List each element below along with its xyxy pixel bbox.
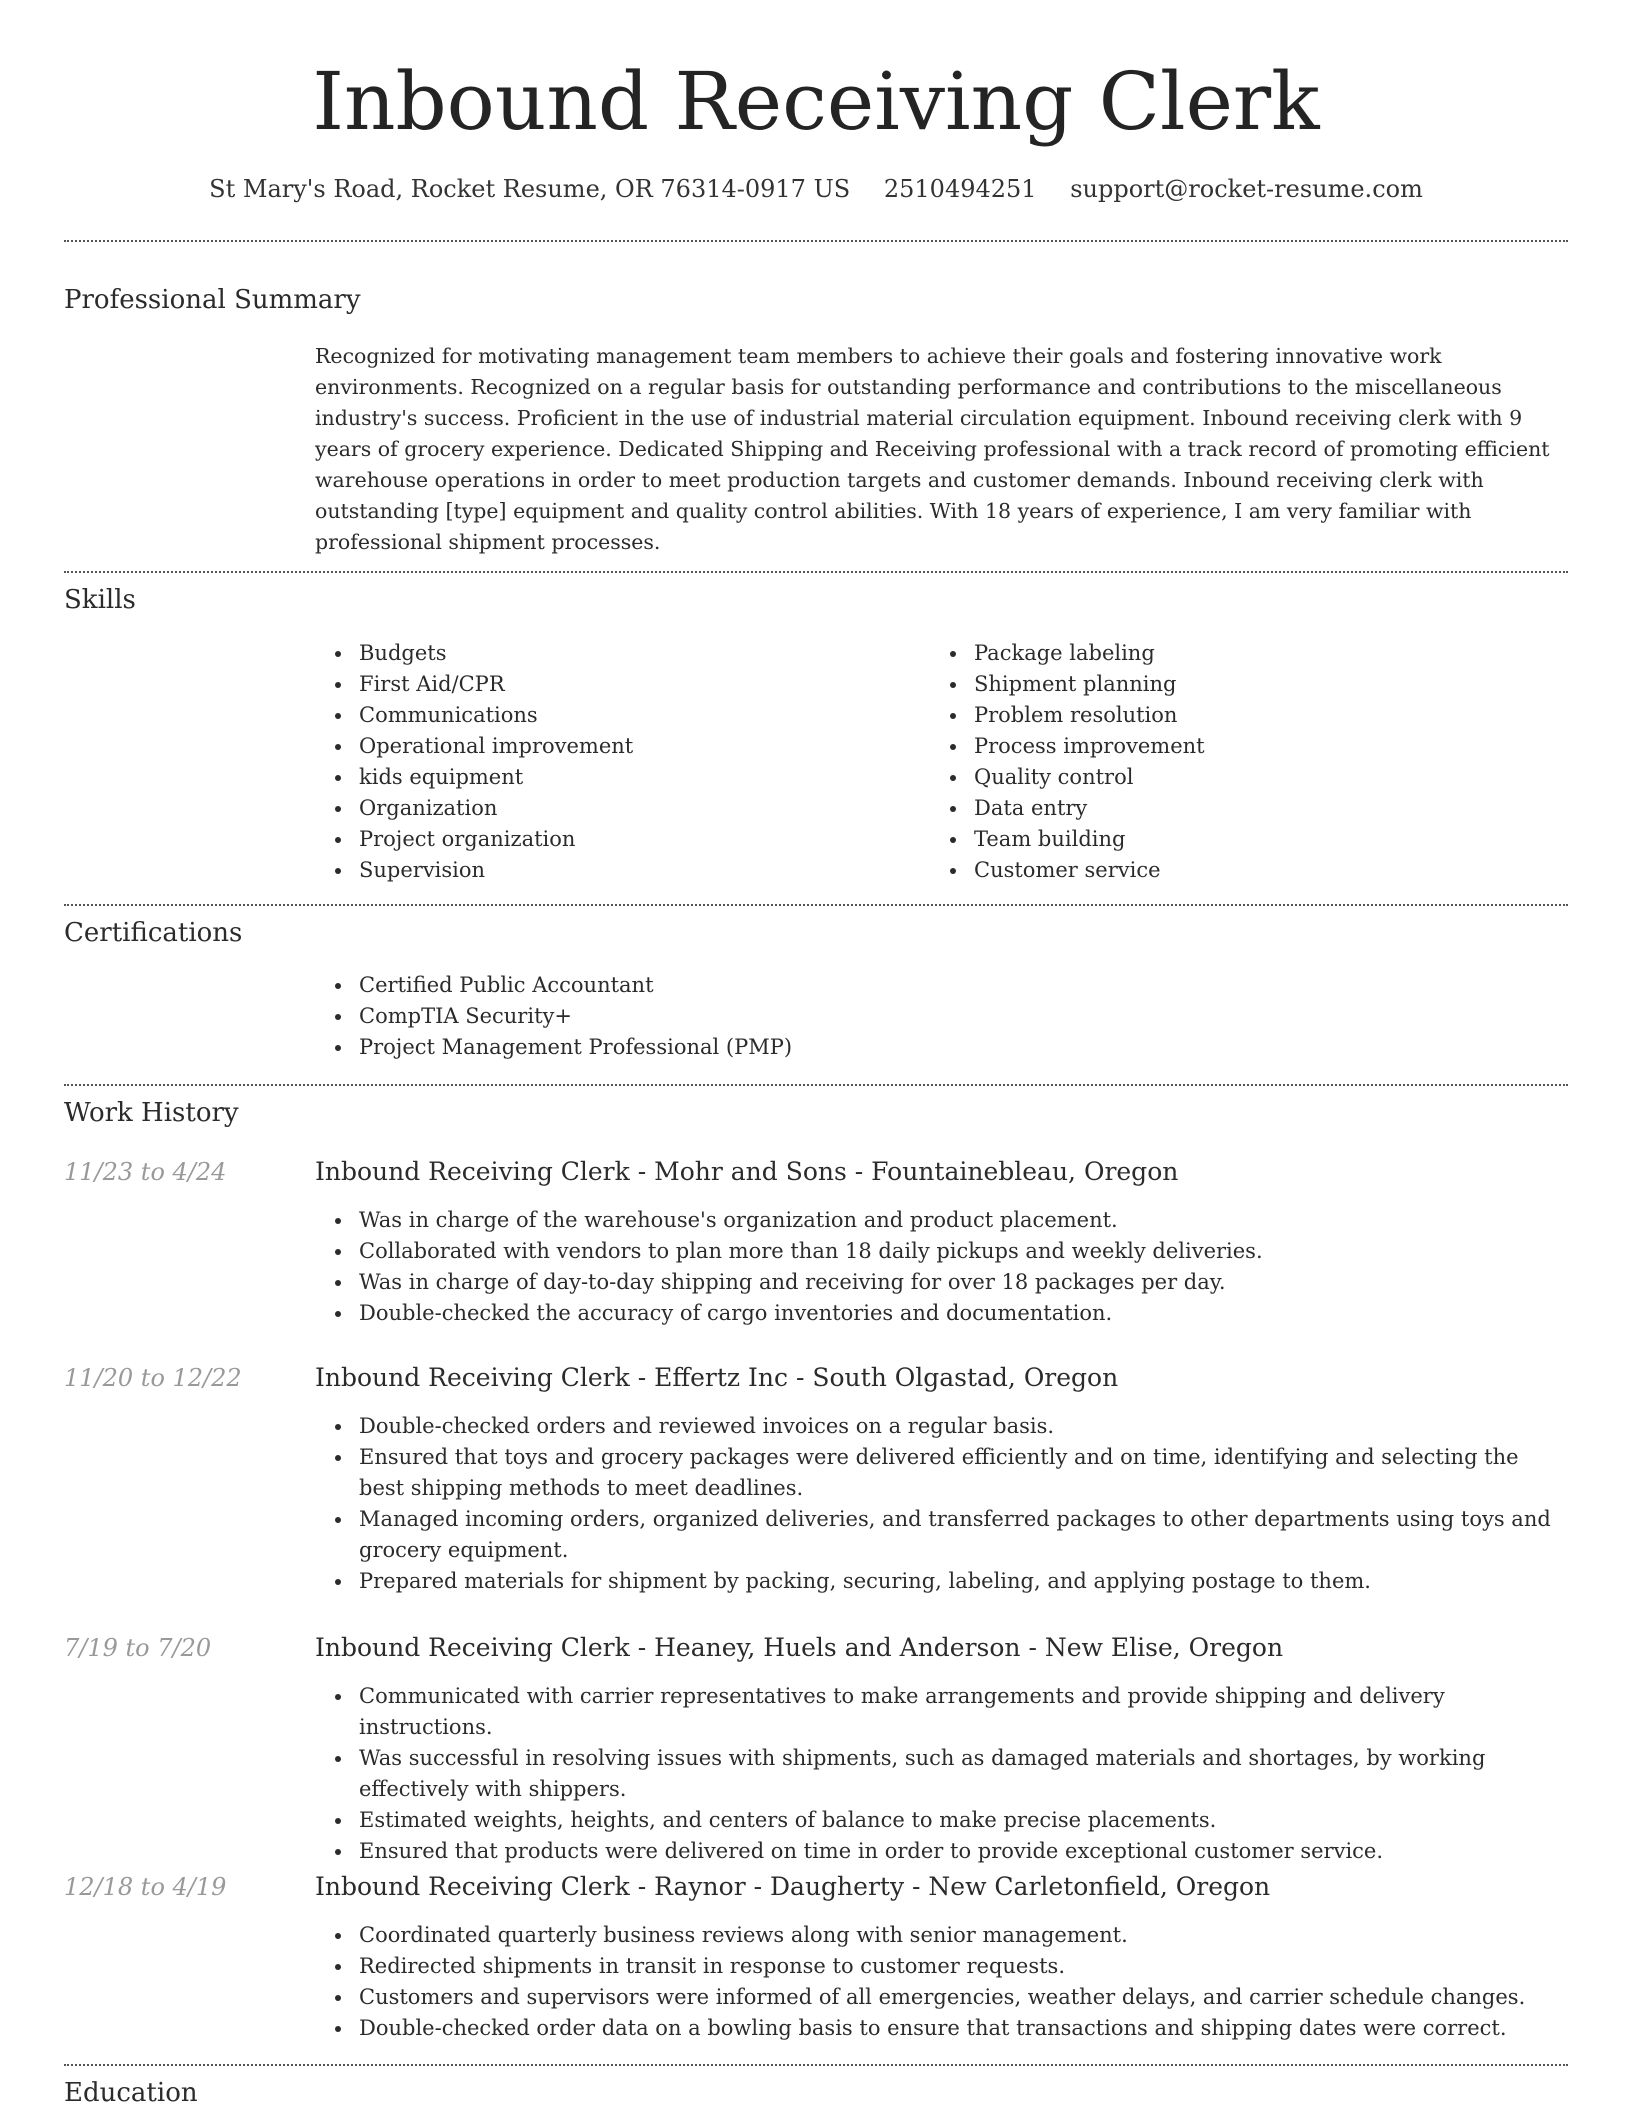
section-divider	[64, 2064, 1568, 2066]
job-dates: 11/20 to 12/22	[64, 1364, 242, 1392]
job-title: Inbound Receiving Clerk - Raynor - Daugherty - New Carletonfield, Oregon	[315, 1872, 1271, 1901]
job-dates: 11/23 to 4/24	[64, 1158, 227, 1186]
job-bullet: Estimated weights, heights, and centers of balance to make precise placements.	[315, 1805, 1568, 1836]
skill-item: Supervision	[315, 855, 915, 886]
certifications-list	[315, 970, 1568, 1063]
education-heading: Education	[64, 2078, 198, 2108]
section-divider	[64, 1084, 1568, 1086]
job-bullets	[315, 1681, 1568, 1867]
job-bullet: Double-checked orders and reviewed invoices on a regular basis.	[315, 1411, 1568, 1442]
skills-list-right	[930, 638, 1530, 886]
job-bullet: Was in charge of the warehouse's organization and product placement.	[315, 1205, 1568, 1236]
job-bullet: Ensured that toys and grocery packages were delivered efficiently and on time, identifying and selecting the best shipping methods to meet deadlines.	[315, 1442, 1568, 1504]
job-bullet: Was in charge of day-to-day shipping and receiving for over 18 packages per day.	[315, 1267, 1568, 1298]
job-bullet: Redirected shipments in transit in response to customer requests.	[315, 1951, 1568, 1982]
skill-item: Problem resolution	[930, 700, 1530, 731]
job-bullets	[315, 1411, 1568, 1597]
skill-item: Organization	[315, 793, 915, 824]
job-bullets	[315, 1205, 1568, 1329]
skill-item: Quality control	[930, 762, 1530, 793]
section-divider	[64, 571, 1568, 573]
job-bullets	[315, 1920, 1568, 2044]
skill-item: Package labeling	[930, 638, 1530, 669]
section-divider	[64, 904, 1568, 906]
job-bullet: Coordinated quarterly business reviews along with senior management.	[315, 1920, 1568, 1951]
job-title: Inbound Receiving Clerk - Effertz Inc - South Olgastad, Oregon	[315, 1363, 1119, 1392]
skill-item: Shipment planning	[930, 669, 1530, 700]
summary-heading: Professional Summary	[64, 285, 361, 315]
summary-text: Recognized for motivating management team members to achieve their goals and fostering innovative work environments. Recognized on a regular basis for outstanding performance and contributions to the miscellaneous industry's success. Proficient in the use of industrial material circulation equipment. Inbound receiving clerk with 9 years of grocery experience. Dedicated Shipping and Receiving professional with a track record of promoting efficient warehouse operations in order to meet production targets and customer demands. Inbound receiving clerk with outstanding [type] equipment and quality control abilities. With 18 years of experience, I am very familiar with professional shipment processes.	[315, 344, 1550, 554]
skill-item: Communications	[315, 700, 915, 731]
contact-address: St Mary's Road, Rocket Resume, OR 76314-0917 US	[209, 175, 851, 203]
skills-list-left	[315, 638, 915, 886]
resume-page	[64, 0, 1568, 2112]
job-dates: 12/18 to 4/19	[64, 1873, 227, 1901]
certification-item: CompTIA Security+	[315, 1001, 1568, 1032]
work-history-heading: Work History	[64, 1098, 239, 1128]
resume-name: Inbound Receiving Clerk	[312, 55, 1320, 148]
job-bullet: Double-checked the accuracy of cargo inventories and documentation.	[315, 1298, 1568, 1329]
job-dates: 7/19 to 7/20	[64, 1634, 212, 1662]
skill-item: Customer service	[930, 855, 1530, 886]
skill-item: Team building	[930, 824, 1530, 855]
skill-item: Project organization	[315, 824, 915, 855]
skill-item: Data entry	[930, 793, 1530, 824]
job-bullet: Ensured that products were delivered on time in order to provide exceptional customer service.	[315, 1836, 1568, 1867]
job-title: Inbound Receiving Clerk - Heaney, Huels and Anderson - New Elise, Oregon	[315, 1633, 1284, 1662]
job-bullet: Was successful in resolving issues with shipments, such as damaged materials and shortages, by working effectively with shippers.	[315, 1743, 1568, 1805]
job-bullet: Managed incoming orders, organized deliveries, and transferred packages to other departments using toys and grocery equipment.	[315, 1504, 1568, 1566]
skills-heading: Skills	[64, 585, 136, 615]
contact-email: support@rocket-resume.com	[1070, 175, 1423, 203]
contact-line	[64, 172, 1568, 206]
skill-item: Process improvement	[930, 731, 1530, 762]
certification-item: Certified Public Accountant	[315, 970, 1568, 1001]
job-bullet: Communicated with carrier representatives to make arrangements and provide shipping and delivery instructions.	[315, 1681, 1568, 1743]
job-bullet: Customers and supervisors were informed of all emergencies, weather delays, and carrier schedule changes.	[315, 1982, 1568, 2013]
job-bullet: Collaborated with vendors to plan more than 18 daily pickups and weekly deliveries.	[315, 1236, 1568, 1267]
job-title: Inbound Receiving Clerk - Mohr and Sons - Fountainebleau, Oregon	[315, 1157, 1179, 1186]
skill-item: First Aid/CPR	[315, 669, 915, 700]
certification-item: Project Management Professional (PMP)	[315, 1032, 1568, 1063]
section-divider	[64, 240, 1568, 242]
certifications-heading: Certifications	[64, 918, 243, 948]
skill-item: Operational improvement	[315, 731, 915, 762]
job-bullet: Prepared materials for shipment by packing, securing, labeling, and applying postage to them.	[315, 1566, 1568, 1597]
contact-phone: 2510494251	[883, 175, 1037, 203]
job-bullet: Double-checked order data on a bowling basis to ensure that transactions and shipping dates were correct.	[315, 2013, 1568, 2044]
skill-item: kids equipment	[315, 762, 915, 793]
skill-item: Budgets	[315, 638, 915, 669]
